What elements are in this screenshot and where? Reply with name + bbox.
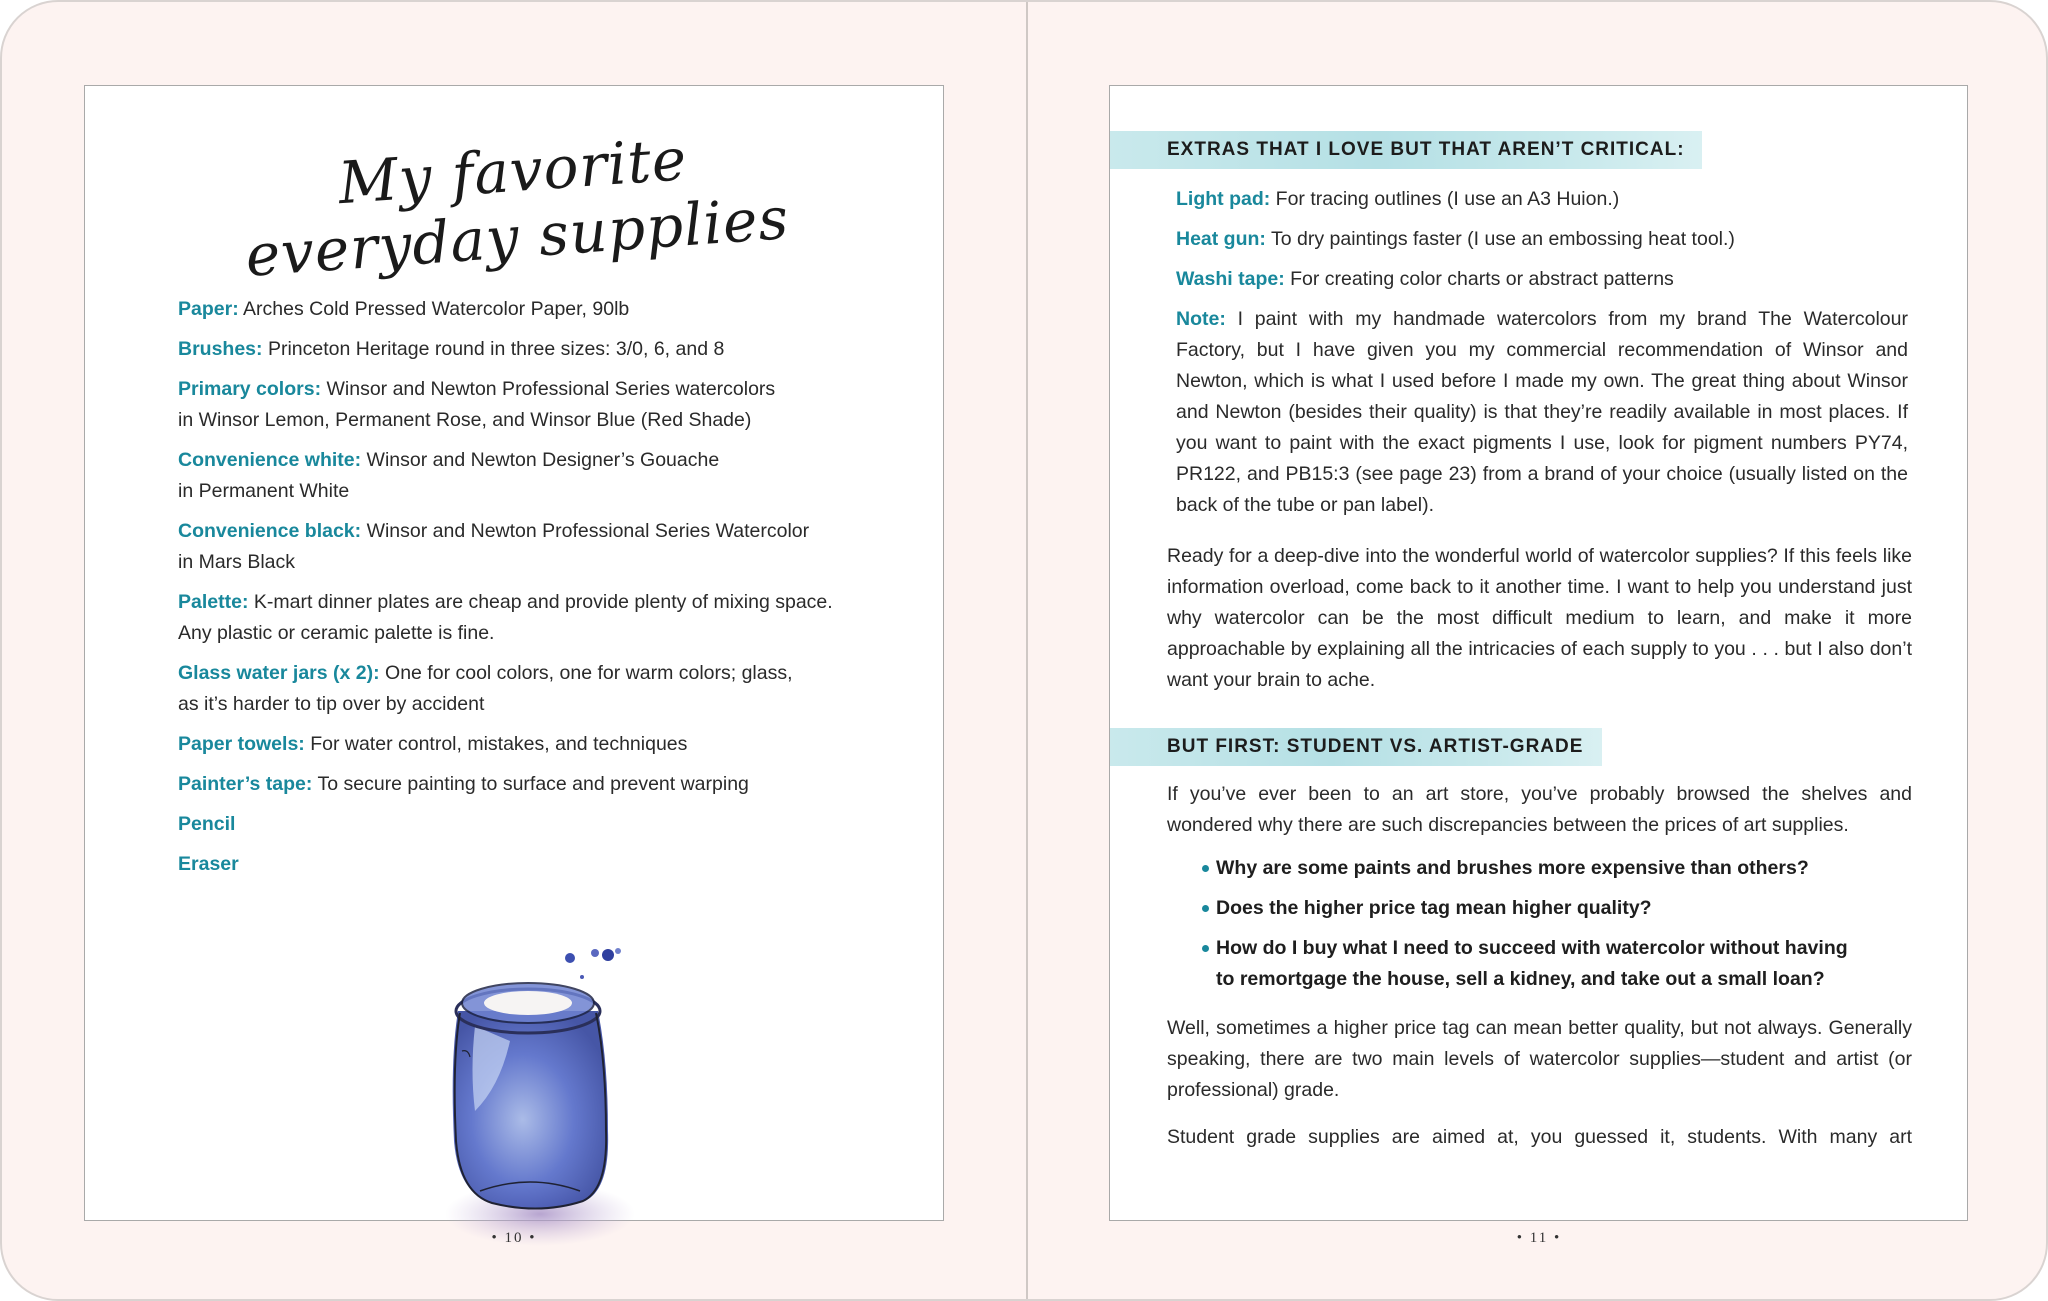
extra-item-note — [1176, 304, 1908, 521]
left-page — [84, 85, 944, 1221]
extra-item-heat-gun — [1176, 224, 1926, 255]
extras-list — [1176, 184, 1926, 530]
supply-item-brushes — [178, 334, 858, 365]
list-item — [1202, 853, 1902, 884]
paragraph-art-store: If you’ve ever been to an art store, you’ve probably browsed the shelves and wondered why there are such discrepancies between the prices of art supplies. — [1167, 783, 1912, 836]
supply-label: Painter’s tape: — [178, 773, 313, 795]
supply-label: Eraser — [178, 853, 239, 875]
supply-item-painters-tape — [178, 769, 858, 800]
extra-text: I paint with my handmade watercolors from my brand The Watercolour Factory, but I have given you my commercial recommendation of Winsor and Newton, which is what I used before I made my own. The great thing about Winsor and Newton (besides their quality) is that they’re readily available in most places. If you want to paint with the exact pigments I use, look for pigment numbers PY74, PR122, and PB15:3 (see page 23) from a brand of your choice (usually listed on the back of the tube or pan label). — [1176, 308, 1908, 516]
list-item — [1202, 933, 1856, 995]
page-title: My favorite everyday supplies — [243, 124, 792, 290]
question-text: Does the higher price tag mean higher quality? — [1216, 897, 1652, 919]
extra-label: Heat gun: — [1176, 228, 1266, 250]
extra-item-light-pad — [1176, 184, 1926, 215]
extra-text: For tracing outlines (I use an A3 Huion.) — [1270, 188, 1620, 210]
question-text: How do I buy what I need to succeed with watercolor without having to remortgage the house, sell a kidney, and take out a small loan? — [1216, 937, 1848, 990]
supply-text: For water control, mistakes, and techniques — [304, 733, 688, 755]
supply-label: Palette: — [178, 591, 249, 613]
supply-text: Princeton Heritage round in three sizes: 3/0, 6, and 8 — [262, 338, 725, 360]
supply-item-water-jars — [178, 658, 818, 720]
supply-item-eraser — [178, 849, 858, 880]
page-number-right: • 11 • — [1516, 1230, 1562, 1246]
extra-text: To dry paintings faster (I use an embossing heat tool.) — [1265, 228, 1735, 250]
supply-text: To secure painting to surface and prevent warping — [312, 773, 749, 795]
supply-item-paper-towels — [178, 729, 858, 760]
bullet-icon — [1202, 865, 1209, 872]
supply-item-convenience-white — [178, 445, 738, 507]
supply-label: Pencil — [178, 813, 236, 835]
supply-text: Winsor and Newton Designer’s Gouache in Permanent White — [178, 449, 720, 502]
paragraph-price-tag: Well, sometimes a higher price tag can mean better quality, but not always. Generally speaking, there are two main levels of watercolor supplies—student and artist (or professional) grade. — [1167, 1017, 1912, 1101]
supply-label: Paper towels: — [178, 733, 305, 755]
extra-label: Washi tape: — [1176, 268, 1285, 290]
question-text: Why are some paints and brushes more expensive than others? — [1216, 857, 1809, 879]
watercolor-jar-icon — [420, 911, 650, 1251]
extra-text: For creating color charts or abstract patterns — [1284, 268, 1674, 290]
extra-label: Note: — [1176, 308, 1226, 330]
supply-text: One for cool colors, one for warm colors; glass, as it’s harder to tip over by accident — [178, 662, 793, 715]
list-item — [1202, 893, 1902, 924]
supply-item-convenience-black — [178, 516, 818, 578]
paragraph-student-grade: Student grade supplies are aimed at, you guessed it, students. With many art — [1167, 1126, 1912, 1148]
supply-item-primary-colors — [178, 374, 778, 436]
supply-text: K-mart dinner plates are cheap and provide plenty of mixing space. Any plastic or ceramic palette is fine. — [178, 591, 833, 644]
supply-text: Winsor and Newton Professional Series Watercolor in Mars Black — [178, 520, 810, 573]
bullet-icon — [1202, 905, 1209, 912]
supply-text: Arches Cold Pressed Watercolor Paper, 90lb — [238, 298, 630, 320]
supply-item-paper — [178, 294, 858, 325]
section-heading-grade: BUT FIRST: STUDENT VS. ARTIST-GRADE — [1110, 728, 1602, 766]
bullet-icon — [1202, 945, 1209, 952]
page-number-left: • 10 • — [491, 1230, 537, 1246]
supply-label: Convenience black: — [178, 520, 362, 542]
supplies-list — [178, 294, 858, 889]
gutter — [1026, 2, 1028, 1301]
supply-label: Paper: — [178, 298, 239, 320]
extra-label: Light pad: — [1176, 188, 1271, 210]
paragraph-ready: Ready for a deep-dive into the wonderful world of watercolor supplies? If this feels like information overload, come back to it another time. I want to help you understand just why watercolor can be the most difficult medium to learn, and make it more approachable by explaining all the intricacies of each supply to you . . . but I also don’t want your brain to ache. — [1167, 545, 1912, 691]
right-page — [1109, 85, 1968, 1221]
supply-label: Primary colors: — [178, 378, 322, 400]
supply-label: Brushes: — [178, 338, 263, 360]
section-heading-extras: EXTRAS THAT I LOVE BUT THAT AREN’T CRITICAL: — [1110, 131, 1702, 169]
supply-item-pencil — [178, 809, 858, 840]
question-list — [1202, 853, 1902, 1004]
supply-item-palette — [178, 587, 858, 649]
supply-label: Convenience white: — [178, 449, 362, 471]
extra-item-washi-tape — [1176, 264, 1926, 295]
supply-text: Winsor and Newton Professional Series watercolors in Winsor Lemon, Permanent Rose, and Winsor Blue (Red Shade) — [178, 378, 776, 431]
supply-label: Glass water jars (x 2): — [178, 662, 380, 684]
